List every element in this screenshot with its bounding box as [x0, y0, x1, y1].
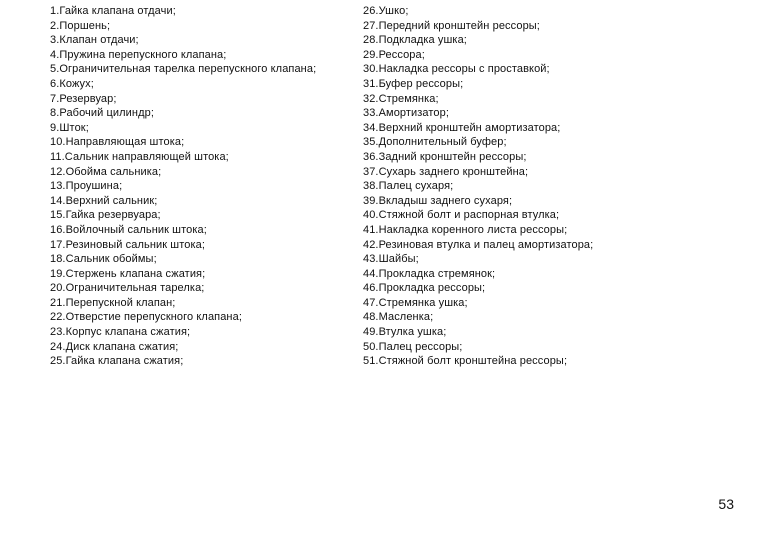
list-item: 43.Шайбы;	[363, 253, 419, 266]
list-item: 15.Гайка резервуара;	[50, 209, 161, 222]
list-item: 32.Стремянка;	[363, 92, 439, 105]
parts-list-left	[50, 4, 355, 369]
list-item: 46.Прокладка рессоры;	[363, 282, 486, 295]
list-item: 18.Сальник обоймы;	[50, 253, 157, 266]
page-number: 53	[718, 496, 734, 512]
list-item: 25.Гайка клапана сжатия;	[50, 355, 184, 368]
list-item: 19.Стержень клапана сжатия;	[50, 267, 206, 280]
list-item: 24.Диск клапана сжатия;	[50, 340, 179, 353]
list-item: 35.Дополнительный буфер;	[363, 136, 507, 149]
list-item: 37.Сухарь заднего кронштейна;	[363, 165, 529, 178]
list-item: 48.Масленка;	[363, 311, 434, 324]
list-item: 41.Накладка коренного листа рессоры;	[363, 223, 568, 236]
list-item: 42.Резиновая втулка и палец амортизатора;	[363, 238, 594, 251]
list-item: 50.Палец рессоры;	[363, 340, 463, 353]
list-item: 17.Резиновый сальник штока;	[50, 238, 205, 251]
list-item: 2.Поршень;	[50, 19, 111, 32]
list-item: 9.Шток;	[50, 121, 89, 134]
list-item: 6.Кожух;	[50, 77, 94, 90]
list-item: 8.Рабочий цилиндр;	[50, 107, 154, 120]
list-item: 34.Верхний кронштейн амортизатора;	[363, 121, 561, 134]
list-item: 20.Ограничительная тарелка;	[50, 282, 205, 295]
list-item: 1.Гайка клапана отдачи;	[50, 5, 176, 17]
list-item: 38.Палец сухаря;	[363, 180, 454, 193]
list-item: 39.Вкладыш заднего сухаря;	[363, 194, 513, 207]
parts-list-right	[363, 4, 663, 369]
list-item: 40.Стяжной болт и распорная втулка;	[363, 209, 560, 222]
list-item: 29.Рессора;	[363, 48, 425, 61]
list-item: 51.Стяжной болт кронштейна рессоры;	[363, 355, 568, 368]
list-item: 47.Стремянка ушка;	[363, 296, 468, 309]
list-item: 13.Проушина;	[50, 180, 123, 193]
list-item: 36.Задний кронштейн рессоры;	[363, 150, 527, 163]
list-item: 11.Сальник направляющей штока;	[50, 150, 229, 163]
list-item: 12.Обойма сальника;	[50, 165, 162, 178]
list-item: 27.Передний кронштейн рессоры;	[363, 19, 540, 32]
list-item: 28.Подкладка ушка;	[363, 34, 467, 47]
list-item: 31.Буфер рессоры;	[363, 77, 464, 90]
list-item: 14.Верхний сальник;	[50, 194, 158, 207]
list-item: 30.Накладка рессоры с проставкой;	[363, 63, 550, 76]
list-item: 22.Отверстие перепускного клапана;	[50, 311, 242, 324]
list-item: 49.Втулка ушка;	[363, 326, 447, 339]
list-item: 44.Прокладка стремянок;	[363, 267, 496, 280]
list-item: 33.Амортизатор;	[363, 107, 449, 120]
list-item: 26.Ушко;	[363, 5, 409, 17]
list-item: 23.Корпус клапана сжатия;	[50, 326, 191, 339]
list-item: 16.Войлочный сальник штока;	[50, 223, 207, 236]
list-item: 3.Клапан отдачи;	[50, 34, 139, 47]
list-item: 4.Пружина перепускного клапана;	[50, 48, 227, 61]
list-item: 5.Ограничительная тарелка перепускного клапана;	[50, 63, 317, 76]
list-item: 7.Резервуар;	[50, 92, 117, 105]
list-item: 21.Перепускной клапан;	[50, 296, 176, 309]
list-item: 10.Направляющая штока;	[50, 136, 185, 149]
